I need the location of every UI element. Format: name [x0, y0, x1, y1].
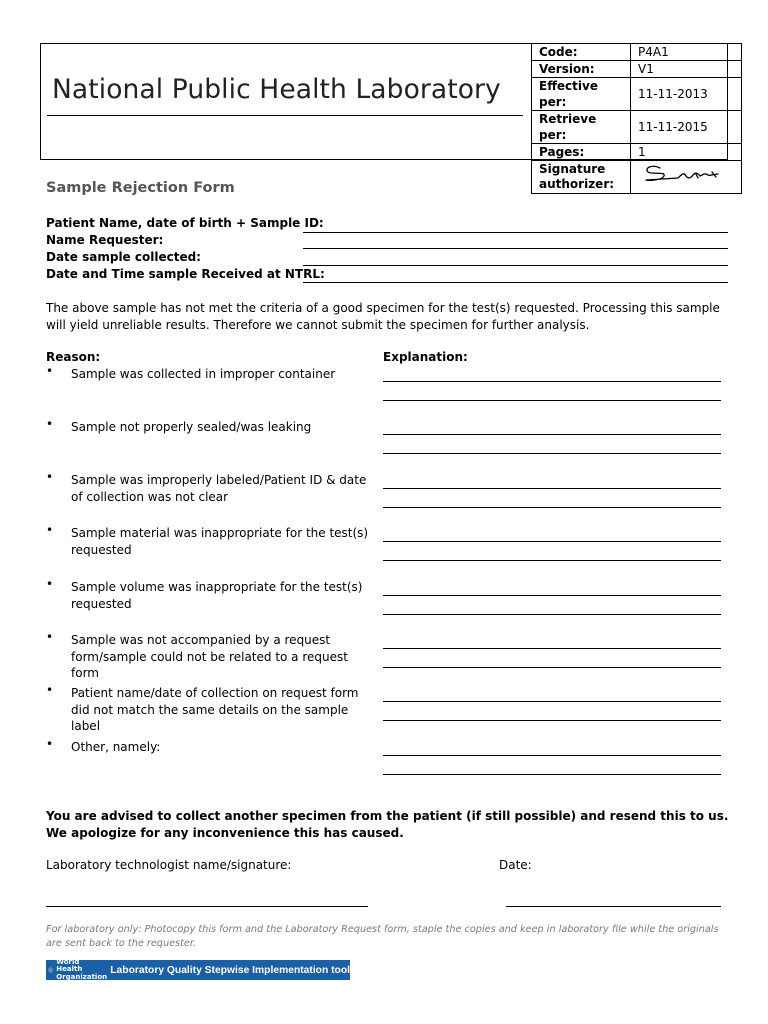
reason-item: Patient name/date of collection on request form did not match the same details on the sample label — [71, 686, 359, 733]
field-label-requester: Name Requester: — [46, 233, 164, 247]
meta-value: 11-11-2013 — [631, 78, 742, 111]
meta-value: 1 — [631, 144, 742, 161]
explanation-line[interactable] — [383, 507, 721, 508]
explanation-line[interactable] — [383, 541, 721, 542]
meta-label: Code: — [532, 44, 631, 61]
meta-row-version — [532, 61, 742, 78]
field-label-date-received: Date and Time sample Received at NTRL: — [46, 267, 325, 281]
reason-item: Other, namely: — [71, 740, 161, 754]
authorizer-signature — [631, 161, 742, 194]
meta-row-effective — [532, 78, 742, 111]
explanation-line[interactable] — [383, 701, 721, 702]
lqsi-tool-name: Laboratory Quality Stepwise Implementation tool — [110, 964, 350, 976]
bullet: • — [46, 630, 54, 644]
bullet: • — [46, 737, 54, 751]
meta-row-pages — [532, 144, 742, 161]
explanation-header: Explanation: — [383, 350, 468, 364]
date-line[interactable] — [506, 906, 721, 907]
meta-label: Signature authorizer: — [532, 161, 631, 194]
document-meta-table — [531, 43, 742, 194]
explanation-line[interactable] — [383, 614, 721, 615]
reason-item: Sample material was inappropriate for the test(s) requested — [71, 526, 369, 557]
title-rule — [47, 115, 523, 116]
bullet: • — [46, 523, 54, 537]
meta-label: Pages: — [532, 144, 631, 161]
date-label: Date: — [499, 858, 532, 872]
who-emblem-icon — [48, 961, 53, 979]
technologist-label: Laboratory technologist name/signature: — [46, 858, 292, 872]
reason-item: Sample was collected in improper container — [71, 367, 336, 381]
explanation-line[interactable] — [383, 453, 721, 454]
handwritten-signature — [638, 162, 734, 188]
field-line-patient[interactable] — [303, 232, 728, 233]
bullet: • — [46, 470, 54, 484]
bullet: • — [46, 577, 54, 591]
technologist-signature-line[interactable] — [46, 906, 368, 907]
explanation-line[interactable] — [383, 774, 721, 775]
field-line-requester[interactable] — [303, 248, 728, 249]
explanation-line[interactable] — [383, 755, 721, 756]
reason-item: Sample was not accompanied by a request form/sample could not be related to a request form — [71, 633, 348, 680]
meta-row-retrieve — [532, 111, 742, 144]
meta-row-code — [532, 44, 742, 61]
meta-label: Effective per: — [532, 78, 631, 111]
lab-only-note: For laboratory only: Photocopy this form and the Laboratory Request form, staple the copies and keep in laboratory file while the originals are sent back to the requester. — [46, 924, 719, 949]
form-title: Sample Rejection Form — [46, 180, 235, 196]
explanation-line[interactable] — [383, 560, 721, 561]
meta-value: P4A1 — [631, 44, 742, 61]
who-logo-banner — [46, 957, 350, 981]
intro-paragraph: The above sample has not met the criteria of a good specimen for the test(s) requested. Processing this sample will yield unreliable results. Therefore we cannot submit the specimen for further analysis. — [46, 301, 720, 332]
bullet: • — [46, 364, 54, 378]
explanation-line[interactable] — [383, 595, 721, 596]
who-org-name: World Health Organization — [56, 957, 108, 981]
explanation-line[interactable] — [383, 400, 721, 401]
reason-item: Sample not properly sealed/was leaking — [71, 420, 312, 434]
meta-value: V1 — [631, 61, 742, 78]
meta-row-signature — [532, 161, 742, 194]
lab-title: National Public Health Laboratory — [52, 74, 501, 105]
explanation-line[interactable] — [383, 434, 721, 435]
reason-item: Sample was improperly labeled/Patient ID & date of collection was not clear — [71, 473, 367, 504]
explanation-line[interactable] — [383, 488, 721, 489]
meta-label: Retrieve per: — [532, 111, 631, 144]
field-label-patient: Patient Name, date of birth + Sample ID: — [46, 216, 324, 230]
field-line-date-received[interactable] — [303, 282, 728, 283]
advice-paragraph: You are advised to collect another specimen from the patient (if still possible) and resend this to us. We apologize for any inconvenience this has caused. — [46, 809, 729, 840]
bullet: • — [46, 417, 54, 431]
meta-value: 11-11-2015 — [631, 111, 742, 144]
explanation-line[interactable] — [383, 648, 721, 649]
reason-header: Reason: — [46, 350, 101, 364]
explanation-line[interactable] — [383, 720, 721, 721]
explanation-line[interactable] — [383, 667, 721, 668]
explanation-line[interactable] — [383, 381, 721, 382]
field-label-date-collected: Date sample collected: — [46, 250, 201, 264]
field-line-date-collected[interactable] — [303, 265, 728, 266]
bullet: • — [46, 683, 54, 697]
meta-label: Version: — [532, 61, 631, 78]
reason-item: Sample volume was inappropriate for the test(s) requested — [71, 580, 363, 611]
